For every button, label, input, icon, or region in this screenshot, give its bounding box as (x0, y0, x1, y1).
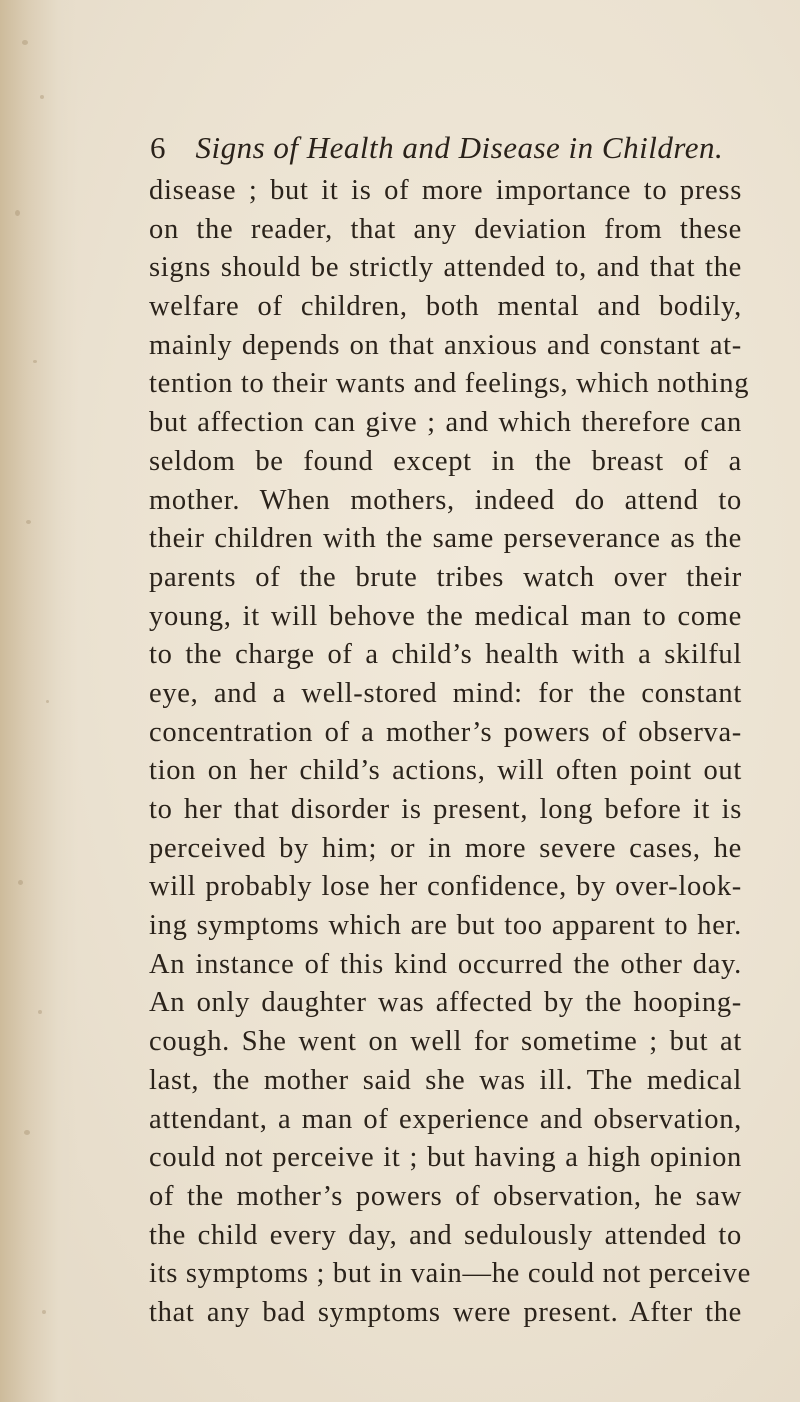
text-line: attendant, a man of experience and observation, (149, 1103, 742, 1135)
text-line: that any bad symptoms were present. After the (149, 1296, 742, 1328)
paper-fleck (26, 520, 31, 524)
text-line: to her that disorder is present, long before it is (149, 794, 742, 825)
text-line: will probably lose her confidence, by over-look- (149, 871, 742, 903)
page-gutter-shadow (0, 0, 78, 1402)
text-line: could not perceive it ; but having a high opinion (149, 1142, 742, 1174)
text-line: tention to their wants and feelings, which nothing (149, 368, 750, 400)
paper-fleck (22, 40, 28, 45)
text-line: An instance of this kind occurred the other day. (149, 948, 742, 980)
paper-fleck (15, 210, 20, 216)
paper-fleck (18, 880, 23, 885)
page-number: 6 (150, 130, 166, 165)
text-line: its symptoms ; but in vain—he could not perceive (149, 1258, 751, 1290)
text-line: seldom be found except in the breast of a (149, 445, 742, 477)
running-header (150, 128, 750, 170)
text-line: the child every day, and sedulously attended to (149, 1219, 742, 1251)
paper-fleck (33, 360, 37, 363)
text-line: last, the mother said she was ill. The medical (149, 1064, 742, 1096)
text-line: parents of the brute tribes watch over their (149, 561, 742, 593)
text-line: on the reader, that any deviation from these (149, 213, 742, 245)
text-line: perceived by him; or in more severe cases, he (149, 832, 742, 864)
text-line: ing symptoms which are but too apparent to her. (149, 910, 742, 942)
text-line: their children with the same perseverance as the (149, 523, 742, 555)
text-line: to the charge of a child’s health with a skilful (149, 639, 742, 671)
text-line: welfare of children, both mental and bodily, (149, 291, 742, 323)
text-line: signs should be strictly attended to, and that the (149, 252, 742, 284)
paper-fleck (40, 95, 44, 99)
text-line: tion on her child’s actions, will often point out (149, 755, 742, 787)
paper-fleck (42, 1310, 46, 1314)
text-line: of the mother’s powers of observation, he saw (149, 1180, 742, 1212)
text-line: An only daughter was affected by the hooping- (149, 987, 742, 1019)
text-line: young, it will behove the medical man to come (149, 600, 742, 632)
text-line: mother. When mothers, indeed do attend to (149, 484, 742, 516)
paper-fleck (24, 1130, 30, 1135)
text-line: but affection can give ; and which therefore can (149, 407, 742, 439)
paper-fleck (46, 700, 49, 703)
text-line: mainly depends on that anxious and constant at- (149, 329, 742, 361)
text-line: cough. She went on well for sometime ; but at (149, 1026, 742, 1058)
text-line: eye, and a well-stored mind: for the constant (149, 677, 742, 709)
paper-fleck (38, 1010, 42, 1014)
text-line: concentration of a mother’s powers of observa- (149, 716, 742, 748)
running-title: Signs of Health and Disease in Children. (195, 130, 724, 165)
text-line: disease ; but it is of more importance to press (149, 175, 742, 206)
body-paragraph (149, 172, 751, 1333)
